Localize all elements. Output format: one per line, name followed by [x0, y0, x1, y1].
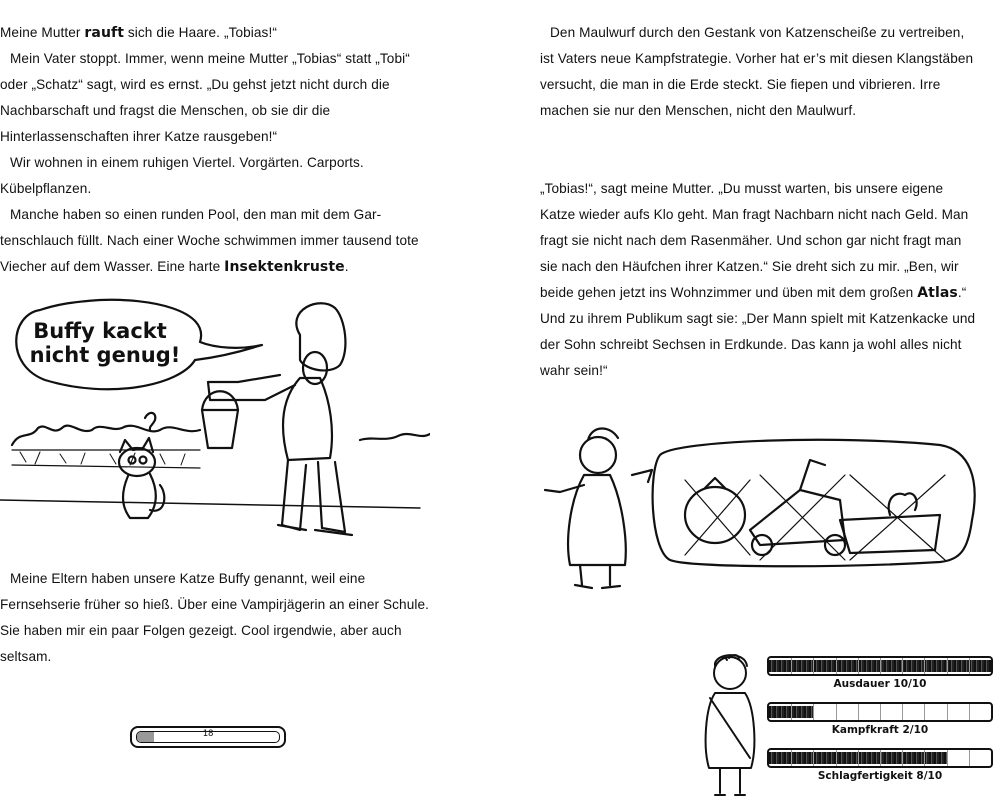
boy-avatar	[695, 648, 765, 800]
father-cat-illustration	[0, 290, 430, 550]
stat-bar	[767, 702, 993, 722]
page-number: 18	[202, 729, 214, 739]
speech-bubble-line1: Buffy kackt	[33, 319, 167, 343]
left-top-text	[0, 20, 440, 280]
paragraph: Meine Eltern haben unsere Katze Buffy genannt, weil eine Fernsehserie früher so hieß. Über eine Vampirjägerin an einer Schule. Sie haben mir ein paar Folgen gezeigt. Cool irgendwie, aber auch seltsam.	[0, 571, 430, 664]
paragraph: Wir wohnen in einem ruhigen Viertel. Vorgärten. Carports. Kübelpflanzen.	[0, 155, 364, 196]
left-page	[0, 0, 440, 800]
paragraph: Den Maulwurf durch den Gestank von Katzenscheiße zu vertreiben, ist Vaters neue Kampfstrategie. Vorher hat er’s mit diesen Klangstäben versucht, die man in die Erde steckt. Sie fiepen und vibrieren. Irre machen sie nur den Menschen, nicht den Maulwurf.	[540, 25, 974, 118]
speech-bubble-line2: nicht genug!	[29, 343, 181, 367]
paragraph: Meine Mutter rauft sich die Haare. „Tobias!“	[0, 25, 277, 41]
right-bottom-text	[540, 176, 980, 384]
stat-bar	[767, 656, 993, 676]
character-stats-panel	[695, 648, 1000, 800]
paragraph: Manche haben so einen runden Pool, den man mit dem Gartenschlauch füllt. Nach einer Woche schwimmen immer tausend tote Viecher auf dem Wasser. Eine harte Insektenkruste.	[0, 207, 419, 275]
page-number-indicator	[130, 726, 286, 748]
paragraph: Mein Vater stoppt. Immer, wenn meine Mutter „Tobias“ statt „Tobi“ oder „Schatz“ sagt, wird es ernst. „Du gehst jetzt nicht durch die Nachbarschaft und fragst die Menschen, ob sie dir die Hinterlassenschaften ihrer Katze rausgeben!“	[0, 51, 410, 144]
left-bottom-text	[0, 566, 440, 670]
right-top-text	[540, 20, 980, 124]
stat-label: Ausdauer 10/10	[833, 678, 927, 690]
stat-label: Schlagfertigkeit 8/10	[817, 770, 943, 782]
stat-label: Kampfkraft 2/10	[831, 724, 929, 736]
mother-thought-illustration	[540, 420, 990, 595]
stat-bar	[767, 748, 993, 768]
paragraph: „Tobias!“, sagt meine Mutter. „Du musst warten, bis unsere eigene Katze wieder aufs Klo geht. Man fragt Nachbarn nicht nach Geld. Man fragt sie nicht nach dem Rasenmäher. Und schon gar nicht fragt man sie nach den Häufchen ihrer Katzen.“ Sie dreht sich zu mir. „Ben, wir beide gehen jetzt ins Wohnzimmer und üben mit dem großen Atlas.“ Und zu ihrem Publikum sagt sie: „Der Mann spielt mit Katzenkacke und der Sohn schreibt Sechsen in Erdkunde. Das kann ja wohl alles nicht wahr sein!“	[540, 181, 976, 378]
